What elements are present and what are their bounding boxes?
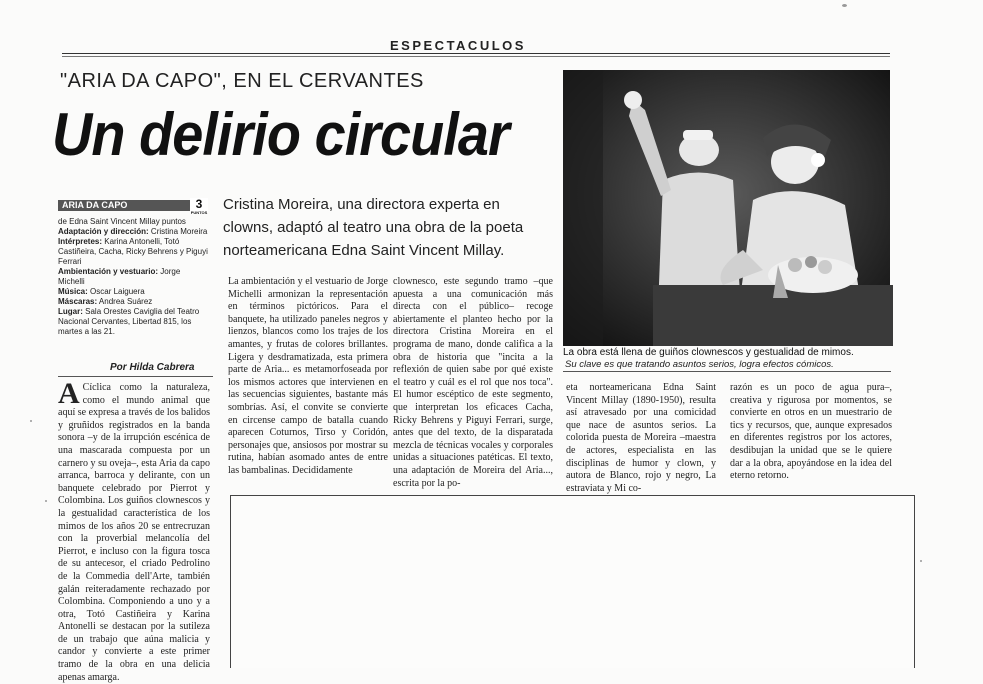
credit-line: [58, 227, 208, 237]
credit-line: [58, 307, 208, 337]
body-column-4: eta norteamericana Edna Saint Vincent Millay (1890-1950), resulta así atravesado por una comicidad que nace de asuntos serios. La colorida puesta de Moreira –maestra de actores, especialista en las disciplinas de humor y clown, y autora de Blanco, rojo y negro, La estraviata y Mi co-: [566, 382, 716, 494]
article-kicker: "ARIA DA CAPO", EN EL CERVANTES: [60, 70, 424, 92]
drop-cap: A: [58, 377, 80, 410]
photo-illustration: [563, 70, 890, 346]
credit-line: [58, 217, 208, 227]
credit-text: Jorge Michelli: [58, 267, 181, 286]
credit-label: Lugar:: [58, 307, 83, 316]
body-column-2: La ambientación y el vestuario de Jorge Michelli armonizan la representación en términos pictóricos. Para el banquete, ha utilizado paneles negros y lienzos, blancos como los trajes de los amantes, y frutas de colores brillantes. Ligera y desdramatizada, esta primera parte de Aria... es metamorfoseada por los mismos actores que intervienen en las secuencias siguientes, bastante más sombrías. Así, el convite se convierte en circense campo de batalla cuando aparecen Coturnos, Tirso y Coridón, personajes que, ansiosos por mostrar su rutina, habían asomado antes de entre las bambalinas. Decididamente: [228, 276, 388, 476]
rating-unit: PUNTOS: [190, 210, 208, 215]
section-label: ESPECTACULOS: [390, 38, 526, 53]
credit-label: Ambientación y vestuario:: [58, 267, 159, 276]
review-infobox: [58, 197, 208, 337]
article-photo: [563, 70, 890, 346]
article-deck: Cristina Moreira, una directora experta en clowns, adaptó al teatro una obra de la poeta norteamericana Edna Saint Vincent Millay.: [223, 196, 524, 259]
credit-label: Música:: [58, 287, 88, 296]
section-rule: [62, 53, 890, 54]
caption-rule: [563, 371, 891, 372]
credit-text: Oscar Laiguera: [90, 287, 145, 296]
scan-speck: [45, 500, 47, 502]
credit-line: [58, 287, 208, 297]
infobox-title: ARIA DA CAPO: [62, 200, 128, 210]
credit-label: Intérpretes:: [58, 237, 103, 246]
credit-label: Adaptación y dirección:: [58, 227, 149, 236]
byline-rule: [58, 376, 213, 377]
photo-subcaption: Su clave es que tratando asuntos serios, logra efectos cómicos.: [565, 359, 834, 370]
photo-caption: La obra está llena de guiños clownescos y gestualidad de mimos.: [563, 347, 854, 358]
credit-text: Andrea Suárez: [98, 297, 153, 306]
body-text: Cíclica como la naturaleza, como el mundo animal que aquí se expresa a través de los balidos y gruñidos registrados en la banda sonora –y de la irrupción escénica de una mascarada compuesta por un carnero y su oveja–, esta Aria da capo arranca, barroca y delirante, con un banquete celebrado por Pierrot y Colombina. Los guiños clownescos y la gestualidad característica de los mimos de los años 20 se entrecruzan con la proverbial melancolía del Pierrot, e incluso con la figura tosca de su antecesor, el criado Pedrolino de la Commedia dell'Arte, también galán reiteradamente rechazado por Colombina. Componiendo a uno y a otra, Totó Castiñeira y Karina Antonelli se destacan por la sutileza de un trabajo que aúna malicia y candor y convierte a este primer tramo de la obra en una delicia apenas amarga.: [58, 382, 210, 683]
rating-badge: [190, 198, 208, 213]
ad-space-box: [230, 495, 915, 668]
body-column-5: razón es un poco de agua pura–, creativa y rigurosa por momentos, se convierte en otros en un muestrario de tics y recursos, que, aunque expresados en diferentes registros por los actores, desdibujan la unidad que se le quiere dar a la obra, apoyándose en la idea del eterno retorno.: [730, 382, 892, 482]
body-column-3: clownesco, este segundo tramo –que apuesta a una comunicación más directa con el público– recoge abiertamente el planteo hecho por la directora Cristina Moreira en el programa de mano, donde califica a la obra de historia que "incita a la reflexión de quien sabe por qué existe el teatro y cuál es el rol que nos toca". El humor escéptico de este segmento, que interpretan los eficaces Cacha, Ricky Behrens y Piguyi Ferrari, surge, antes que del texto, de la disparatada mezcla de técnicas vocales y corporales unidas a situaciones patéticas. El texto, una adaptación de Moreira del Aria..., escrita por la po-: [393, 276, 553, 489]
scan-speck: [920, 560, 922, 562]
section-rule-thin: [62, 56, 890, 57]
credit-line: [58, 267, 208, 287]
credit-text: Karina Antonelli, Totó Castiñeira, Cacha, Ricky Behrens y Piguyi Ferrari: [58, 237, 208, 266]
credit-label: Máscaras:: [58, 297, 98, 306]
scan-speck: [30, 420, 32, 422]
credit-line: [58, 297, 208, 307]
infobox-header: [58, 197, 208, 215]
article-headline: Un delirio circular: [52, 101, 509, 168]
body-column-1: [58, 377, 210, 683]
credit-text: de Edna Saint Vincent Millay puntos: [58, 217, 186, 226]
credits-list: [58, 217, 208, 337]
rating-value: 3: [195, 197, 203, 211]
byline: Por Hilda Cabrera: [110, 362, 195, 373]
credit-line: [58, 237, 208, 267]
credit-text: Sala Orestes Caviglia del Teatro Nacional Cervantes, Libertad 815, los martes a las 21.: [58, 307, 200, 336]
credit-text: Cristina Moreira: [150, 227, 208, 236]
scan-speck: [842, 4, 847, 7]
